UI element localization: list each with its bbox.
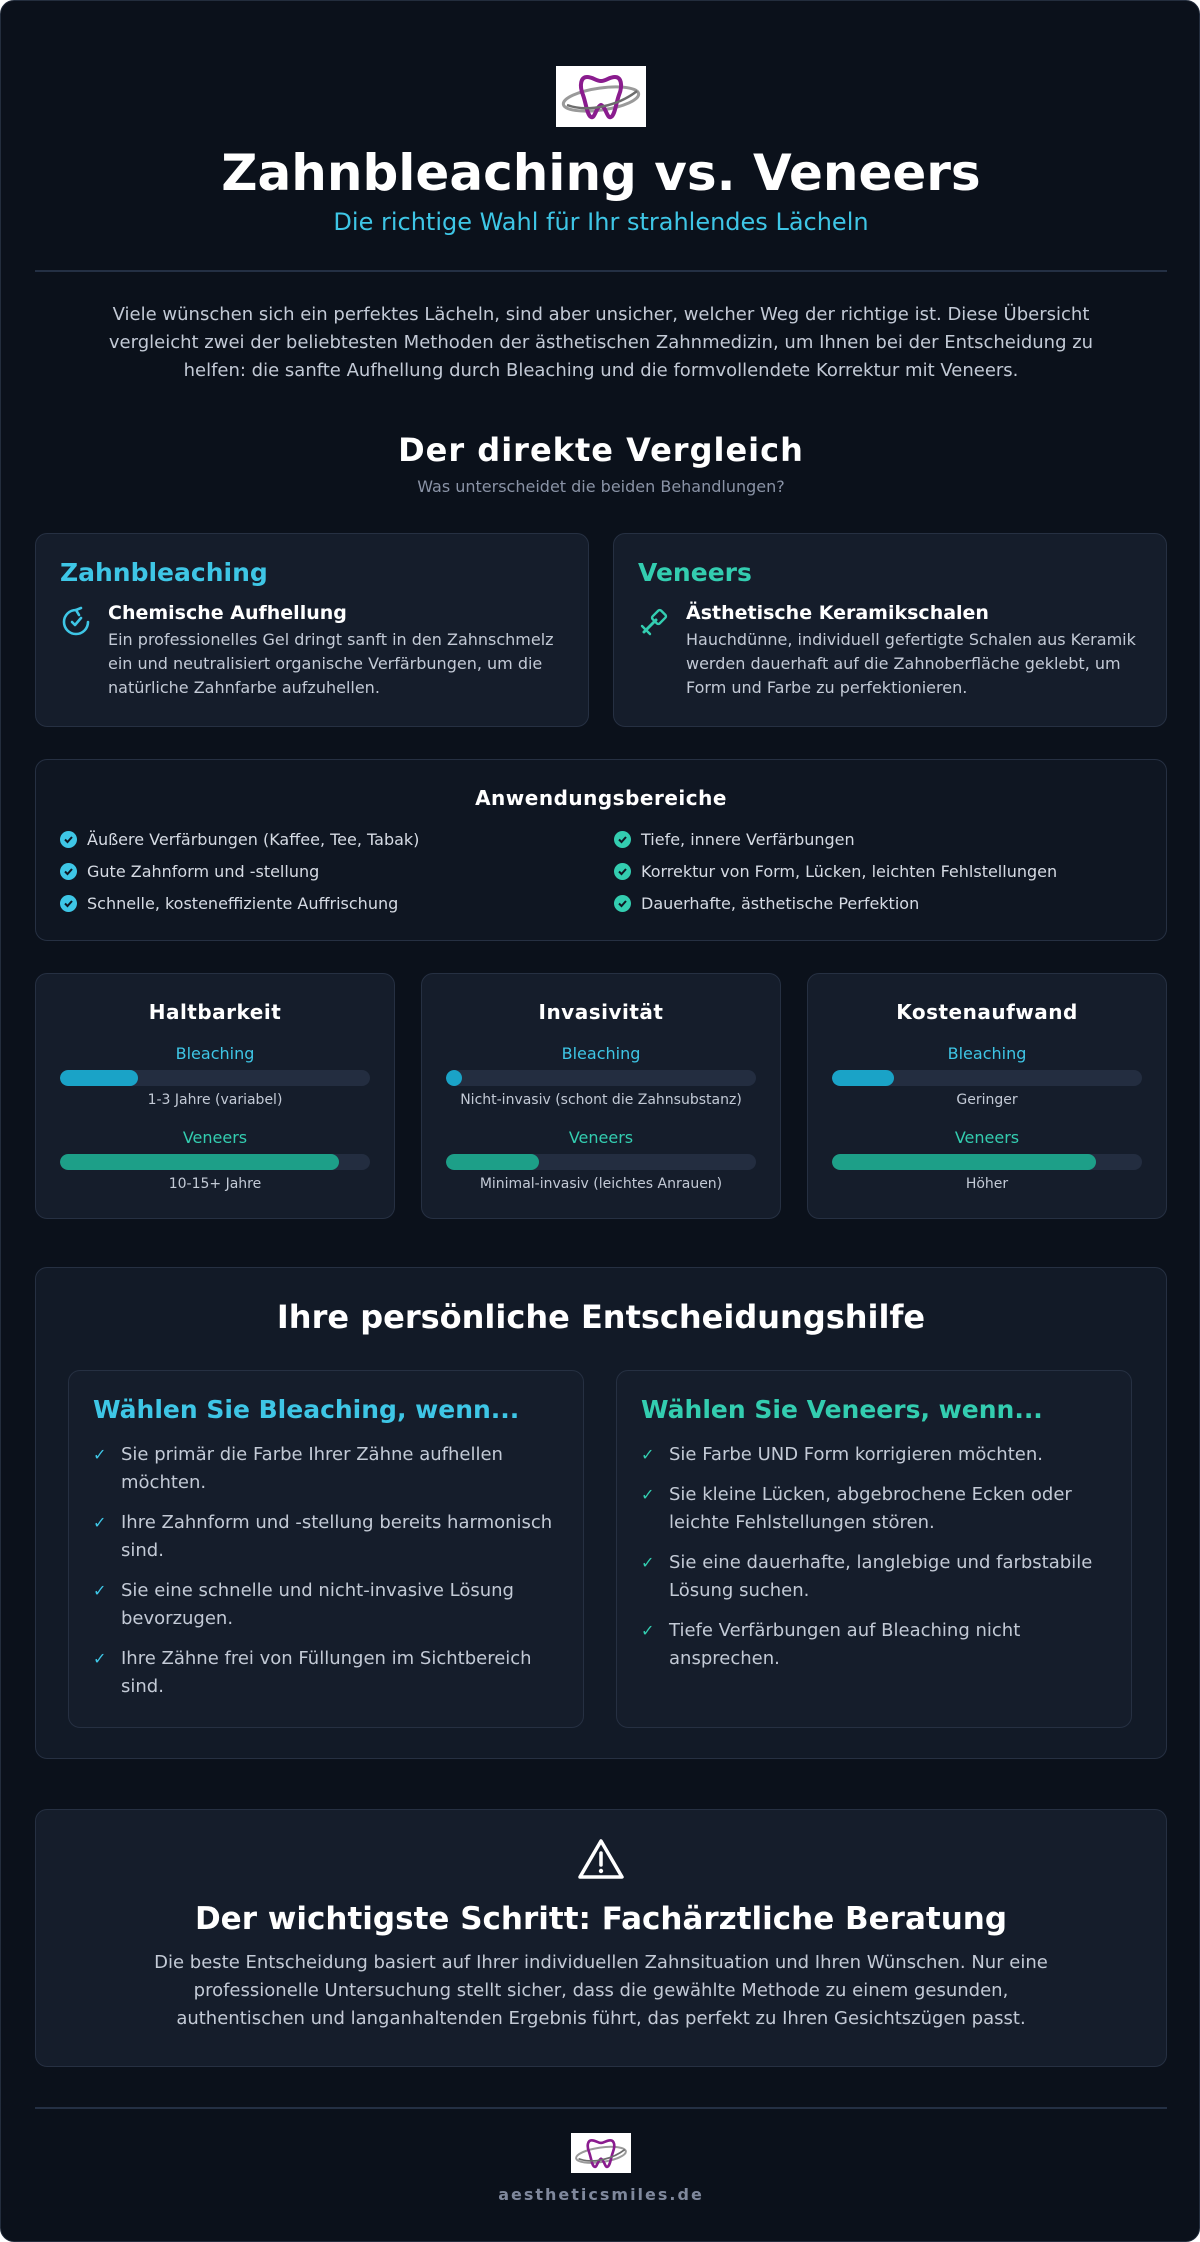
comparison-title: Der direkte Vergleich [398,431,804,469]
metric-bleaching-fill [832,1070,894,1086]
check-circle-icon [60,895,77,912]
divider [35,270,1167,272]
list-item-text: Ihre Zahnform und -stellung bereits harmonisch sind. [121,1512,553,1561]
metric-veneers-value: Minimal-invasiv (leichtes Anrauen) [479,1176,723,1192]
metric-card-invasiveness [421,973,781,1219]
use-item-bleaching [60,830,419,849]
tooth-logo-icon [556,66,646,127]
use-item-label: Äußere Verfärbungen (Kaffee, Tee, Tabak) [87,830,420,849]
metric-veneers-fill [446,1154,539,1170]
list-item-text: Sie kleine Lücken, abgebrochene Ecken oder leichte Fehlstellungen stören. [669,1484,1072,1533]
list-item-text: Sie primär die Farbe Ihrer Zähne aufhellen möchten. [121,1444,503,1493]
check-icon: ✓ [93,1513,107,1532]
check-circle-icon [614,863,631,880]
check-icon: ✓ [641,1621,655,1640]
tooth-logo-icon [571,2133,631,2173]
consultation-title: Der wichtigste Schritt: Fachärztliche Beratung [194,1901,1008,1937]
list-item [93,1645,563,1701]
metric-bleaching-bar [832,1070,1142,1086]
use-item-label: Schnelle, kosteneffiziente Auffrischung [87,894,399,913]
decision-bleaching-list [93,1441,563,1713]
metric-title: Invasivität [538,1000,664,1024]
use-item-veneers [614,894,919,913]
metric-veneers-bar [832,1154,1142,1170]
metric-veneers-label: Veneers [954,1128,1020,1147]
check-circle-icon [60,831,77,848]
metric-bleaching-label: Bleaching [947,1044,1027,1063]
list-item-text: Tiefe Verfärbungen auf Bleaching nicht ansprechen. [669,1620,1021,1669]
use-item-bleaching [60,894,398,913]
bleaching-card-description: Ein professionelles Gel dringt sanft in den Zahnschmelz ein und neutralisiert organische Verfärbungen, um die natürliche Zahnfarbe aufzuhellen. [108,630,554,697]
metric-bleaching-value: Geringer [956,1092,1018,1108]
use-item-veneers [614,830,855,849]
decision-title: Ihre persönliche Entscheidungshilfe [276,1298,926,1336]
page-title: Zahnbleaching vs. Veneers [221,144,981,202]
metric-bleaching-fill [446,1070,462,1086]
decision-bleaching-column [68,1370,584,1728]
metric-veneers-bar [446,1154,756,1170]
use-item-label: Dauerhafte, ästhetische Perfektion [641,894,920,913]
metric-veneers-bar [60,1154,370,1170]
metric-bleaching-value: Nicht-invasiv (schont die Zahnsubstanz) [460,1092,742,1108]
decision-veneers-title: Wählen Sie Veneers, wenn... [641,1395,1043,1424]
metric-veneers-label: Veneers [182,1128,248,1147]
list-item [93,1509,563,1565]
list-item [641,1481,1111,1537]
use-item-bleaching [60,862,319,881]
metric-bleaching-label: Bleaching [175,1044,255,1063]
comparison-subtitle: Was unterscheidet die beiden Behandlungen? [417,477,785,496]
veneers-card-heading: Ästhetische Keramikschalen [686,602,989,624]
bleaching-card-title: Zahnbleaching [60,558,268,587]
metric-title: Haltbarkeit [148,1000,282,1024]
check-icon: ✓ [641,1485,655,1504]
use-item-label: Korrektur von Form, Lücken, leichten Fehlstellungen [641,862,1058,881]
metric-bleaching-bar [60,1070,370,1086]
list-item-text: Sie eine schnelle und nicht-invasive Lösung bevorzugen. [121,1580,514,1629]
metric-veneers-label: Veneers [568,1128,634,1147]
uses-panel [35,759,1167,941]
check-circle-icon [614,895,631,912]
list-item [641,1441,1111,1469]
list-item-text: Sie Farbe UND Form korrigieren möchten. [669,1444,1043,1465]
footer-url: aestheticsmiles.de [498,2185,704,2204]
footer-divider [35,2107,1167,2109]
use-item-label: Tiefe, innere Verfärbungen [641,830,855,849]
check-icon: ✓ [641,1553,655,1572]
list-item [641,1617,1111,1673]
list-item [641,1549,1111,1605]
list-item-text: Ihre Zähne frei von Füllungen im Sichtbereich sind. [121,1648,532,1697]
decision-bleaching-title: Wählen Sie Bleaching, wenn... [93,1395,520,1424]
metric-veneers-value: Höher [965,1176,1009,1192]
check-circle-icon [614,831,631,848]
page-subtitle: Die richtige Wahl für Ihr strahlendes Lächeln [333,208,869,236]
uses-title: Anwendungsbereiche [475,786,727,810]
check-icon: ✓ [641,1445,655,1464]
warning-triangle-icon [577,1837,625,1881]
metric-veneers-fill [832,1154,1096,1170]
veneers-card-title: Veneers [638,558,752,587]
check-icon: ✓ [93,1445,107,1464]
refresh-clock-icon [60,606,92,638]
use-item-veneers [614,862,1057,881]
metric-card-durability [35,973,395,1219]
consultation-text: Die beste Entscheidung basiert auf Ihrer individuellen Zahnsituation und Ihren Wünschen. Nur eine professionelle Untersuchung stellt sicher, dass die gewählte Methode zu einem gesunden, authentischen und langanhaltenden Ergebnis führt, das perfekt zu Ihren Gesichtszügen passt. [154,1952,1048,2029]
metric-veneers-value: 10-15+ Jahre [168,1176,262,1192]
metric-title: Kostenaufwand [896,1000,1078,1024]
check-icon: ✓ [93,1581,107,1600]
bleaching-card [35,533,589,727]
veneers-card-description: Hauchdünne, individuell gefertigte Schalen aus Keramik werden dauerhaft auf die Zahnoberfläche geklebt, um Form und Farbe zu perfektionieren. [686,630,1136,697]
decision-veneers-list [641,1441,1111,1685]
list-item-text: Sie eine dauerhafte, langlebige und farbstabile Lösung suchen. [669,1552,1093,1601]
bleaching-card-heading: Chemische Aufhellung [108,602,347,624]
metric-bleaching-fill [60,1070,138,1086]
metric-veneers-fill [60,1154,339,1170]
metric-bleaching-label: Bleaching [561,1044,641,1063]
metric-bleaching-bar [446,1070,756,1086]
list-item [93,1577,563,1633]
decision-panel [35,1267,1167,1759]
check-icon: ✓ [93,1649,107,1668]
tools-icon [638,606,670,638]
list-item [93,1441,563,1497]
use-item-label: Gute Zahnform und -stellung [87,862,320,881]
veneers-card [613,533,1167,727]
metric-bleaching-value: 1-3 Jahre (variabel) [147,1092,283,1108]
metric-card-cost [807,973,1167,1219]
intro-text: Viele wünschen sich ein perfektes Lächeln, sind aber unsicher, welcher Weg der richtige ist. Diese Übersicht vergleicht zwei der beliebtesten Methoden der ästhetischen Zahnmedizin, um Ihnen bei der Entscheidung zu helfen: die sanfte Aufhellung durch Bleaching und die formvollendete Korrektur mit Veneers. [108,304,1094,381]
check-circle-icon [60,863,77,880]
decision-veneers-column [616,1370,1132,1728]
